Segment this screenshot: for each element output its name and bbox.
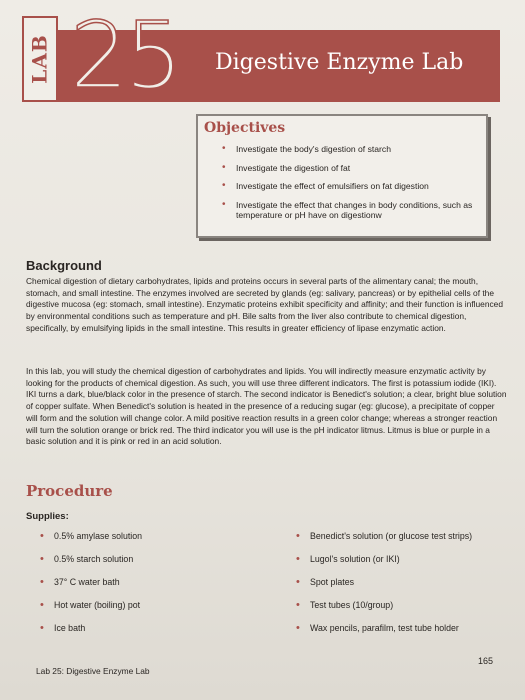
supply-item: • 0.5% amylase solution xyxy=(40,530,142,553)
page-title: Digestive Enzyme Lab xyxy=(215,50,464,75)
supply-item: • Benedict's solution (or glucose test strips) xyxy=(296,530,472,553)
page-number: 165 xyxy=(478,656,494,666)
supplies-list-left xyxy=(40,530,142,645)
background-paragraph-2: In this lab, you will study the chemical digestion of carbohydrates and lipids. You will indirectly measure enzymatic activity by looking for the products of chemical digestion. As such, you will use three different indicators. The first is potassium iodide (IKI). IKI turns a dark, blue/black color in the presence of starch. The second indicator is Benedict's solution; a clear, bright blue solution of copper sulfate. When Benedict's solution is heated in the presence of a reducing sugar (eg: glucose), a precipitate of copper will form and the solution will change color. A mild positive reaction results in a green color change; whereas a stronger reaction will turn the solution orange or brick red. The third indicator you will use is the pH indicator litmus. Litmus is blue or purple in a basic solution and it is pink or red in an acid solution. xyxy=(26,366,507,447)
footer-running-title: Lab 25: Digestive Enzyme Lab xyxy=(36,666,150,676)
supply-item: • Spot plates xyxy=(296,576,472,599)
objectives-title: Objectives xyxy=(204,120,286,136)
objective-item: • Investigate the body's digestion of starch xyxy=(222,144,476,155)
objectives-box xyxy=(196,114,488,238)
supply-item: • Wax pencils, parafilm, test tube holder xyxy=(296,622,472,645)
background-heading: Background xyxy=(26,258,102,273)
objective-item: • Investigate the effect of emulsifiers on fat digestion xyxy=(222,181,476,192)
objective-item: • Investigate the digestion of fat xyxy=(222,163,476,174)
lab-tab xyxy=(22,16,58,102)
supply-item: • 37° C water bath xyxy=(40,576,142,599)
supply-item: • Test tubes (10/group) xyxy=(296,599,472,622)
supplies-list-right xyxy=(296,530,472,645)
background-paragraph-1: Chemical digestion of dietary carbohydrates, lipids and proteins occurs in several parts of the alimentary canal; the mouth, stomach, and small intestine. The enzymes involved are secreted by glands (eg: salivary, pancreas) or by epithelial cells of the digestive mucosa (eg: stomach, small intestine). Enzymatic proteins exhibit specificity and affinity; and their function is influenced by environmental conditions such as temperature and pH. Bile salts from the liver also contribute to chemical digestion, specifically, by emulsifying lipids in the small intestine. This results in greater efficiency of lipase enzymatic action. xyxy=(26,276,503,333)
supply-item: • Hot water (boiling) pot xyxy=(40,599,142,622)
supply-item: • Ice bath xyxy=(40,622,142,645)
objective-item: • Investigate the effect that changes in body conditions, such as temperature or pH have on digestionw xyxy=(222,200,476,221)
supply-item: • 0.5% starch solution xyxy=(40,553,142,576)
supply-item: • Lugol's solution (or IKI) xyxy=(296,553,472,576)
procedure-heading: Procedure xyxy=(26,482,113,500)
supplies-label: Supplies: xyxy=(26,511,69,522)
objectives-list xyxy=(204,144,476,221)
lab-word: LAB xyxy=(28,34,53,84)
lab-number: 25 xyxy=(70,2,180,109)
